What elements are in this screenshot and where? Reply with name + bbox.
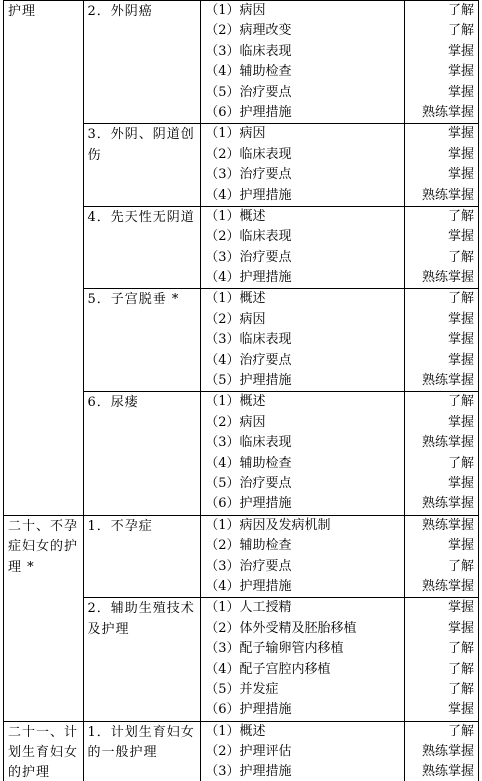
item-label: （6）护理措施 xyxy=(205,702,292,718)
item-label: （1）人工授精 xyxy=(205,600,292,616)
item-label: （1）概述 xyxy=(205,291,266,307)
item-label: （5）治疗要点 xyxy=(205,475,292,491)
item-label: （3）治疗要点 xyxy=(205,249,292,265)
levels-cell xyxy=(404,721,478,781)
item-label: （3）临床表现 xyxy=(205,43,292,59)
topic-row xyxy=(4,721,479,781)
item-label: （2）临床表现 xyxy=(205,146,292,162)
levels-cell xyxy=(404,515,478,598)
requirement-level: 掌握 xyxy=(447,146,474,162)
topic-title: 4．先天性无阴道 xyxy=(87,209,195,225)
item-label: （2）病理改变 xyxy=(205,23,292,39)
chapter-title: 护理 xyxy=(8,4,37,19)
item-label: （3）治疗要点 xyxy=(205,558,292,574)
topic-title: 2．辅助生殖技术及护理 xyxy=(87,601,195,637)
item-label: （4）辅助检查 xyxy=(205,455,292,471)
topic-cell xyxy=(83,392,201,515)
topic-title: 6．尿瘘 xyxy=(87,395,139,411)
topic-title: 1．不孕症 xyxy=(87,518,153,534)
topic-title: 1．计划生育妇女的一般护理 xyxy=(87,724,195,761)
requirement-level: 了解 xyxy=(447,249,474,265)
item-label: （1）概述 xyxy=(205,723,266,739)
topic-cell xyxy=(83,289,201,392)
item-label: （2）体外受精及胚胎移植 xyxy=(205,620,357,636)
topic-row xyxy=(4,515,479,598)
requirement-level: 了解 xyxy=(447,681,474,697)
chapter-cell xyxy=(4,721,84,781)
item-label: （1）概述 xyxy=(205,208,266,224)
requirement-level: 掌握 xyxy=(447,475,474,491)
item-label: （3）临床表现 xyxy=(205,435,292,451)
requirement-level: 掌握 xyxy=(447,620,474,636)
item-label: （1）病因 xyxy=(205,3,266,18)
requirement-level: 熟练掌握 xyxy=(421,270,474,286)
requirement-level: 熟练掌握 xyxy=(421,744,474,760)
chapter-cell xyxy=(4,1,84,516)
requirement-level: 了解 xyxy=(447,3,474,18)
items-cell xyxy=(201,1,404,124)
topic-cell xyxy=(83,124,201,207)
item-label: （4）配子宫腔内移植 xyxy=(205,661,331,677)
item-label: （6）护理措施 xyxy=(205,104,292,120)
requirement-level: 了解 xyxy=(447,208,474,224)
requirement-level: 了解 xyxy=(447,23,474,39)
chapter-title: 二十、不孕症妇女的护理 * xyxy=(8,518,79,575)
item-label: （3）治疗要点 xyxy=(205,167,292,183)
item-label: （3）配子输卵管内移植 xyxy=(205,641,344,657)
levels-cell xyxy=(404,206,478,289)
item-label: （2）辅助检查 xyxy=(205,538,292,554)
item-label: （2）护理评估 xyxy=(205,744,292,760)
requirement-level: 熟练掌握 xyxy=(421,578,474,594)
requirement-level: 熟练掌握 xyxy=(421,187,474,203)
requirement-level: 了解 xyxy=(447,291,474,307)
requirement-level: 熟练掌握 xyxy=(421,764,474,780)
items-cell xyxy=(201,392,404,515)
item-label: （4）治疗要点 xyxy=(205,352,292,368)
topic-cell xyxy=(83,1,201,124)
requirement-level: 掌握 xyxy=(447,702,474,718)
item-label: （1）概述 xyxy=(205,394,266,410)
requirement-level: 掌握 xyxy=(447,126,474,142)
items-cell xyxy=(201,289,404,392)
topic-title: 2．外阴癌 xyxy=(87,4,153,19)
item-label: （4）护理措施 xyxy=(205,270,292,286)
item-label: （5）治疗要点 xyxy=(205,84,292,100)
requirement-level: 掌握 xyxy=(447,311,474,327)
items-cell xyxy=(201,598,404,721)
chapter-cell xyxy=(4,515,84,721)
topic-cell xyxy=(83,206,201,289)
topic-title: 5．子宫脱垂 * xyxy=(87,292,180,308)
item-label: （3）护理措施 xyxy=(205,764,292,780)
item-label: （4）护理措施 xyxy=(205,578,292,594)
item-label: （3）临床表现 xyxy=(205,332,292,348)
requirement-level: 了解 xyxy=(447,455,474,471)
requirement-level: 了解 xyxy=(447,661,474,677)
topic-cell xyxy=(83,721,201,781)
levels-cell xyxy=(404,124,478,207)
chapter-title: 二十一、计划生育妇女的护理 xyxy=(8,724,79,781)
topic-cell xyxy=(83,598,201,721)
item-label: （6）护理措施 xyxy=(205,496,292,512)
requirement-level: 了解 xyxy=(447,394,474,410)
requirement-level: 掌握 xyxy=(447,332,474,348)
item-label: （1）病因 xyxy=(205,126,266,142)
requirement-level: 掌握 xyxy=(447,64,474,80)
requirement-level: 熟练掌握 xyxy=(421,104,474,120)
items-cell xyxy=(201,206,404,289)
requirement-level: 掌握 xyxy=(447,414,474,430)
requirement-level: 掌握 xyxy=(447,43,474,59)
item-label: （2）临床表现 xyxy=(205,229,292,245)
requirement-level: 熟练掌握 xyxy=(421,373,474,389)
levels-cell xyxy=(404,392,478,515)
requirement-level: 了解 xyxy=(447,641,474,657)
items-cell xyxy=(201,124,404,207)
requirement-level: 了解 xyxy=(447,723,474,739)
levels-cell xyxy=(404,289,478,392)
items-cell xyxy=(201,721,404,781)
requirement-level: 熟练掌握 xyxy=(421,517,474,533)
topic-cell xyxy=(83,515,201,598)
item-label: （2）病因 xyxy=(205,311,266,327)
items-cell xyxy=(201,515,404,598)
item-label: （4）护理措施 xyxy=(205,187,292,203)
item-label: （5）并发症 xyxy=(205,681,279,697)
syllabus-table xyxy=(3,0,479,781)
requirement-level: 了解 xyxy=(447,558,474,574)
topic-title: 3．外阴、阴道创伤 xyxy=(87,127,195,163)
item-label: （4）辅助检查 xyxy=(205,64,292,80)
requirement-level: 掌握 xyxy=(447,352,474,368)
requirement-level: 掌握 xyxy=(447,229,474,245)
levels-cell xyxy=(404,598,478,721)
levels-cell xyxy=(404,1,478,124)
item-label: （2）病因 xyxy=(205,414,266,430)
requirement-level: 熟练掌握 xyxy=(421,496,474,512)
requirement-level: 熟练掌握 xyxy=(421,435,474,451)
item-label: （1）病因及发病机制 xyxy=(205,517,331,533)
requirement-level: 掌握 xyxy=(447,600,474,616)
requirement-level: 掌握 xyxy=(447,538,474,554)
requirement-level: 掌握 xyxy=(447,167,474,183)
item-label: （5）护理措施 xyxy=(205,373,292,389)
topic-row xyxy=(4,1,479,124)
syllabus-table-body xyxy=(4,1,479,781)
requirement-level: 掌握 xyxy=(447,84,474,100)
